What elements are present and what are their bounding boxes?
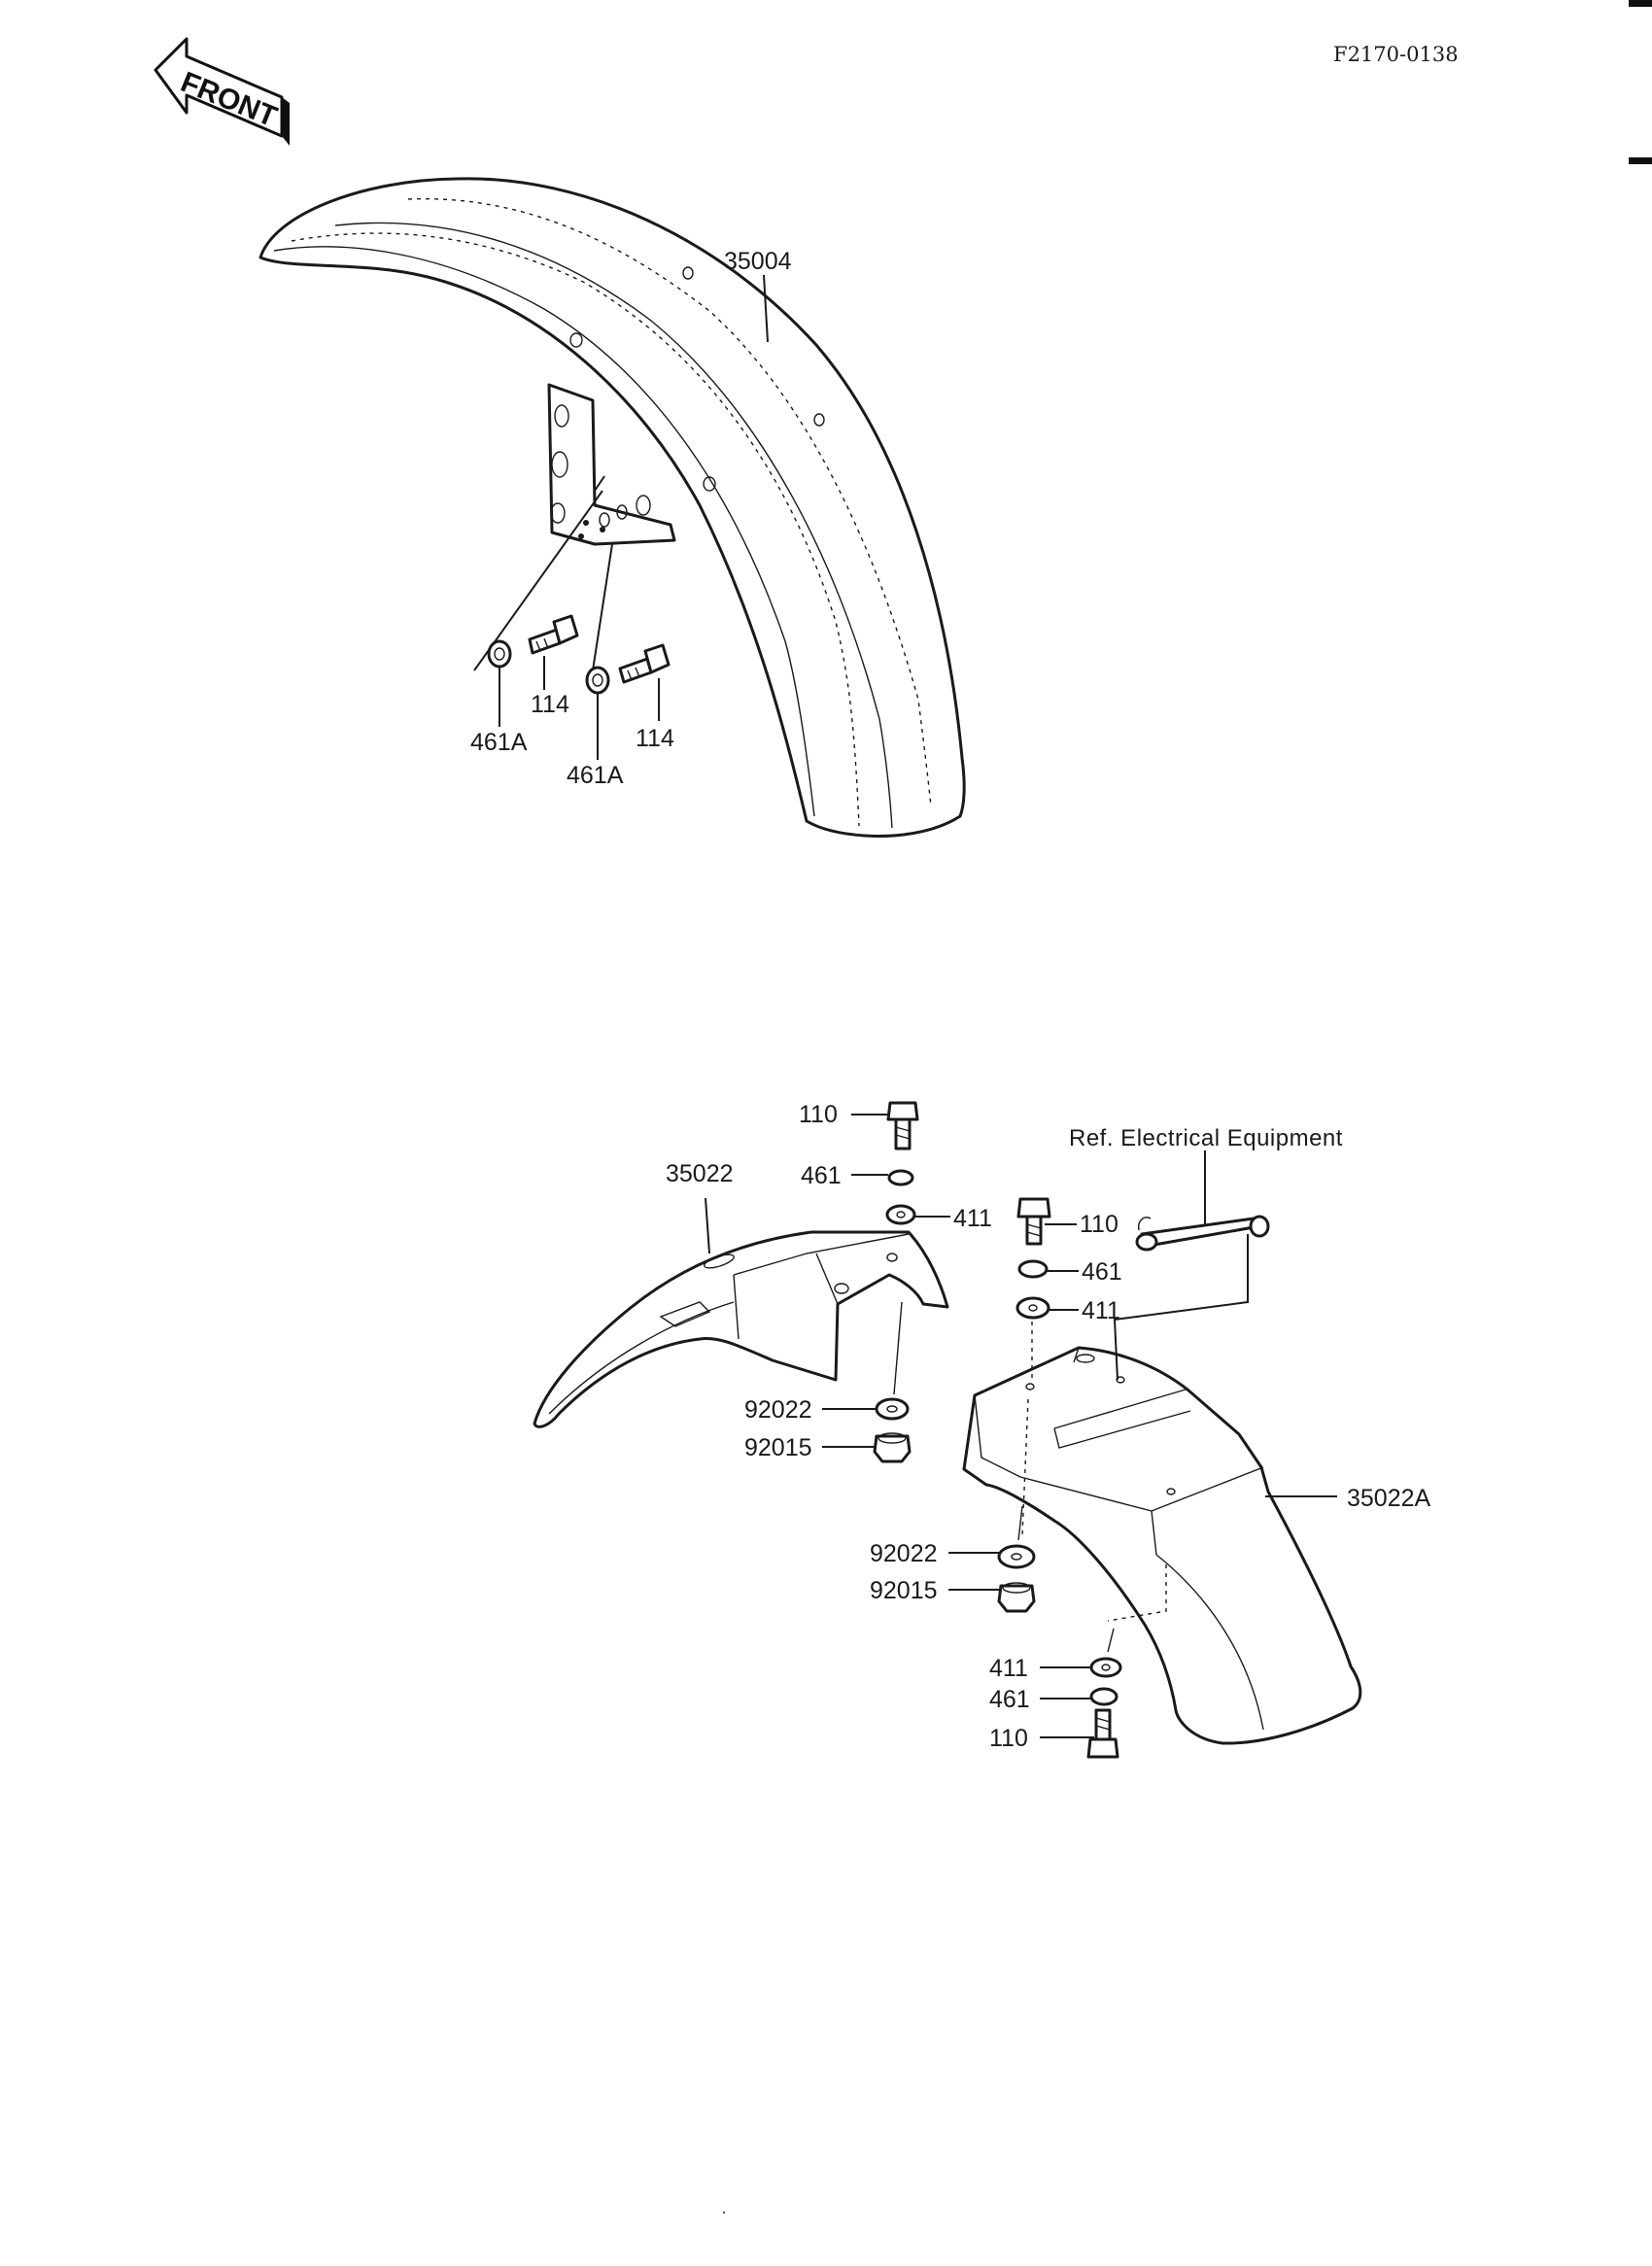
rear-fender-rear-damper-92022 — [999, 1546, 1034, 1567]
ref-electrical-equipment: Ref. Electrical Equipment — [1069, 1125, 1343, 1151]
front-fender-left-washer-461a — [489, 641, 510, 667]
callout-461a-left: 461A — [470, 729, 528, 756]
front-arrow-label: FRONT — [176, 65, 282, 134]
leader-35022 — [706, 1198, 709, 1253]
callout-110-rear-bottom: 110 — [989, 1725, 1028, 1752]
front-arrow-icon — [155, 39, 290, 146]
rear-fender-front-washer-411 — [887, 1206, 914, 1223]
callout-110-front-top: 110 — [799, 1101, 838, 1128]
front-fender — [260, 179, 964, 837]
rear-fender-front-body — [534, 1232, 947, 1426]
callout-461-rear-bottom: 461 — [989, 1686, 1030, 1713]
callout-461-rear-top: 461 — [1082, 1258, 1122, 1286]
scan-speck — [723, 2212, 725, 2214]
front-fender-body — [260, 179, 964, 837]
rear-fender-rear-lock-washer-461-top — [1019, 1261, 1047, 1277]
callout-461a-right: 461A — [567, 762, 624, 789]
callout-35022a: 35022A — [1347, 1485, 1431, 1512]
rear-fender-front-piece — [534, 1232, 947, 1426]
rear-fender-front-lock-washer-461 — [889, 1171, 912, 1184]
callout-114-left: 114 — [531, 691, 569, 718]
callout-92015-front: 92015 — [744, 1434, 812, 1461]
callout-411-rear-top: 411 — [1082, 1297, 1120, 1324]
rear-fender-rear-washer-411-top — [1017, 1298, 1049, 1318]
callout-114-right: 114 — [636, 725, 674, 752]
leader-bracket-right — [593, 544, 612, 670]
rear-fender-rear-bolt-110-bottom — [1088, 1710, 1118, 1757]
callout-92022-rear: 92022 — [870, 1540, 938, 1567]
rear-fender-front-damper-92022 — [877, 1399, 908, 1419]
callout-92015-rear: 92015 — [870, 1577, 938, 1604]
front-fender-right-washer-461a — [587, 668, 608, 693]
rear-fender-rear-bolt-110-top — [1018, 1199, 1050, 1244]
rear-fender-front-nut-92015 — [875, 1433, 910, 1461]
callout-110-rear-top: 110 — [1080, 1211, 1119, 1238]
front-fender-left-bolt-114 — [530, 616, 577, 653]
front-fender-right-bolt-114 — [620, 645, 669, 682]
rear-fender-rear-lock-washer-461-bottom — [1091, 1689, 1117, 1704]
registration-mark-top — [1629, 0, 1652, 7]
rear-fender-rear-nut-92015 — [999, 1583, 1034, 1611]
rear-fender-rear-washer-411-bottom — [1091, 1659, 1120, 1676]
callout-411-front-top: 411 — [953, 1205, 992, 1232]
callout-411-rear-bottom: 411 — [989, 1655, 1028, 1682]
callout-35022: 35022 — [666, 1160, 734, 1187]
diagram-code: F2170-0138 — [1333, 43, 1459, 66]
callout-92022-front: 92022 — [744, 1396, 812, 1424]
registration-mark-bottom — [1629, 157, 1652, 164]
callout-461-front-top: 461 — [801, 1162, 842, 1189]
callout-35004: 35004 — [724, 248, 792, 275]
rear-fender-front-bolt-110 — [888, 1103, 917, 1149]
